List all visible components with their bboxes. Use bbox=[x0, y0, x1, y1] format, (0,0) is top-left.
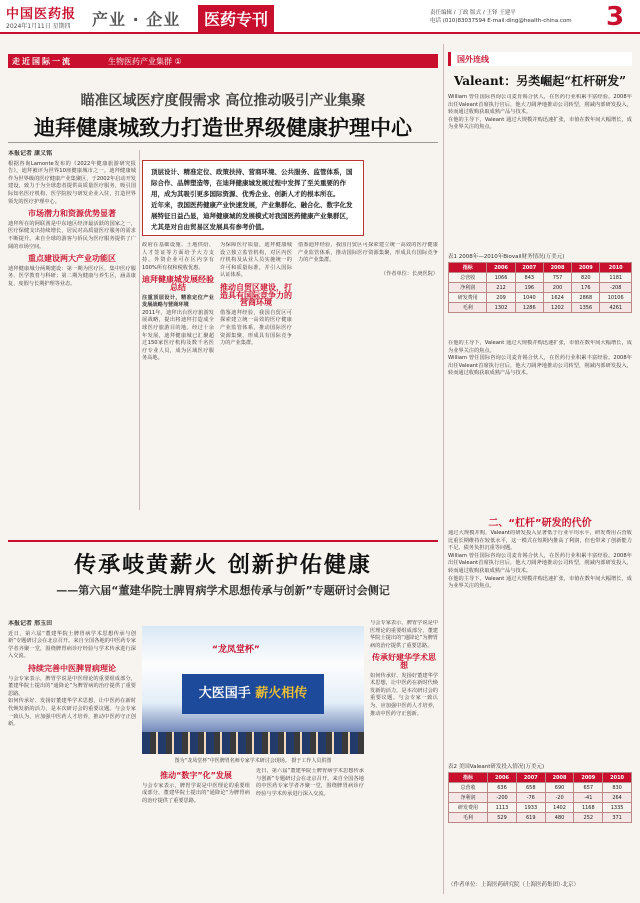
table-2 bbox=[448, 762, 632, 823]
paragraph: 借鉴迪拜经验，我国自贸区可探索建立统一高效的医疗健康产业监管体系，推动国际医疗资源集聚，形成具有国际竞争力的产业集群。 bbox=[220, 309, 292, 347]
paragraph: 通过大规模并购，Valeant的研发投入显著低于行业平均水平，研发费用占营收比重长期维持在较低水平，这一模式在短期内推高了利润，但也带来了创新能力不足、债务负担沉重等问题。 bbox=[448, 530, 632, 552]
section-name: 产业 · 企业 bbox=[92, 10, 181, 29]
section-heading: 推动“数字”化”发展 bbox=[160, 771, 232, 780]
table-header-cell: 2007 bbox=[516, 773, 545, 783]
photo-banner: 大医国手 薪火相传 bbox=[182, 674, 324, 714]
column-banner-sub: 生物医药产业集群 ① bbox=[108, 57, 182, 66]
table-cell: 2868 bbox=[572, 293, 600, 303]
table-cell: 1181 bbox=[600, 273, 632, 283]
photo-caption: 图为“龙凤堂杯”中医脾胃名师专家学术研讨会现场。 摄于工作人员供图 bbox=[174, 758, 332, 764]
table-cell: 176 bbox=[572, 283, 600, 293]
table-cell: 657 bbox=[574, 783, 603, 793]
right-column-banner-label: 国外连线 bbox=[457, 55, 489, 64]
table-cell: 529 bbox=[488, 813, 517, 823]
paragraph: 在他的主导下，Valeant 通过大规模并购迅速扩张，市值在数年间大幅增长，成为业界关注的焦点。 bbox=[448, 340, 632, 354]
author-byline: 本报记者 邢玉田 bbox=[8, 620, 53, 627]
table-cell: 264 bbox=[603, 793, 632, 803]
right-subheading: 二、“杠杆”研发的代价 bbox=[488, 518, 592, 529]
table-cell: 1113 bbox=[488, 803, 517, 813]
table-cell: 总营收 bbox=[449, 783, 488, 793]
table-row bbox=[449, 283, 632, 293]
table-cell: 1933 bbox=[516, 803, 545, 813]
article-column-1 bbox=[8, 150, 136, 510]
section-heading: 传承好建华学术思想 bbox=[372, 653, 436, 670]
paragraph: 为保障医疗质量，迪拜健康城设立独立监管机构，对区内医疗机构及从业人员实施统一的许可和质量标准，并引入国际认证体系。 bbox=[220, 242, 292, 279]
paragraph: 迪拜所在的阿联酋是中东地区经济最活跃的国家之一，医疗保健支出持续增长，居民对高质量医疗服务的需求不断提升。来自全球的游客与侨民为医疗服务提供了广阔的市场空间。 bbox=[8, 220, 136, 250]
table-2-caption: 表2 美国Valeant研发投入情况(万美元) bbox=[448, 764, 545, 770]
table-cell: 690 bbox=[545, 783, 574, 793]
author-unit: （作者单位：长庚医院） bbox=[380, 270, 438, 277]
paragraph: 根据咨询Lamonte发布的《2022年健康旅游研究报告》，迪拜被评为世界10座健康城市之一。迪拜健康城作为世界级的医疗健康产业集聚区，于2002年启动开发建设，致力于为全球患者提供高质量医疗服务，吸引国际知名医疗机构、医学院校与研发企业入驻，打造世界领先的医疗护理中心。 bbox=[8, 160, 136, 205]
section-heading: 迪拜健康城发展经验总结 bbox=[142, 275, 214, 292]
table-header-cell: 2010 bbox=[603, 773, 632, 783]
table-header-cell: 2007 bbox=[515, 263, 543, 273]
column-rule bbox=[139, 150, 140, 510]
special-issue-badge: 医药专刊 bbox=[198, 5, 274, 32]
table-header-cell: 2008 bbox=[543, 263, 571, 273]
paragraph: William 曾任国际咨询公司麦肯锡合伙人，在医药行业积累丰富经验。2008年出任Valeant首席执行官后，他大刀阔斧地推动公司转型，削减内部研发投入，转而通过收购获取成熟产品与技术。 bbox=[448, 552, 632, 574]
subsection-heading: 注重顶层设计，精准定位产业发展战略与营商环境 bbox=[142, 294, 214, 309]
table-cell: 830 bbox=[603, 783, 632, 793]
table-cell: 毛利 bbox=[449, 813, 488, 823]
paragraph: 近日，第六届“董建华院士脾胃病学术思想传承与创新”专题研讨会在北京召开。来自全国各地的中医药专家学者齐聚一堂，围绕脾胃病诊疗经验与学术传承进行深入交流。 bbox=[256, 768, 364, 797]
table-row bbox=[449, 303, 632, 313]
bottom-column-3 bbox=[256, 768, 364, 895]
paragraph: 借鉴迪拜经验，我国自贸区可探索建立统一高效的医疗健康产业监管体系，推动国际医疗资源集聚，形成具有国际竞争力的产业集群。 bbox=[298, 242, 438, 264]
right-column-banner bbox=[448, 52, 632, 66]
table-cell: 1040 bbox=[515, 293, 543, 303]
table-header-row bbox=[449, 263, 632, 273]
table-cell: 1168 bbox=[574, 803, 603, 813]
section-heading: 重点建设两大产业功能区 bbox=[28, 254, 116, 264]
table-1-caption: 表1 2008年—2010年Biovail财务情况(万美元) bbox=[448, 254, 565, 260]
table-cell: 总营收 bbox=[449, 273, 487, 283]
bottom-column-2 bbox=[142, 768, 250, 895]
table-cell: 10106 bbox=[600, 293, 632, 303]
table-row bbox=[449, 273, 632, 283]
table-cell: 1286 bbox=[515, 303, 543, 313]
right-article-body-3 bbox=[448, 530, 632, 750]
issue-date: 2024年1月11日 星期四 bbox=[6, 23, 71, 30]
table-1-grid bbox=[448, 262, 632, 313]
paragraph: 与会专家表示，脾胃学说是中医理论的重要组成部分，董建华院士提出的“通降论”为脾胃病的治疗提供了重要思路。 bbox=[8, 675, 136, 697]
paragraph: 在他的主导下，Valeant 通过大规模并购迅速扩张，市值在数年间大幅增长，成为业界关注的焦点。 bbox=[448, 116, 632, 131]
table-cell: 252 bbox=[574, 813, 603, 823]
table-row bbox=[449, 803, 632, 813]
paragraph: William 曾任国际咨询公司麦肯锡合伙人，在医药行业积累丰富经验。2008年出任Valeant首席执行官后，他大刀阔斧地推动公司转型，削减内部研发投入，转而通过收购获取成熟产品与技术。 bbox=[448, 94, 632, 116]
right-article-body bbox=[448, 94, 632, 244]
section-heading: 推动自贸区建设，打造具有国际竞争力的营商环境 bbox=[220, 282, 292, 308]
newspaper-logo: 中国医药报 bbox=[6, 7, 77, 22]
table-cell: 1302 bbox=[487, 303, 515, 313]
pull-quote bbox=[142, 160, 364, 236]
table-cell: 371 bbox=[603, 813, 632, 823]
table-cell: 636 bbox=[488, 783, 517, 793]
table-cell: 757 bbox=[543, 273, 571, 283]
editor-info bbox=[430, 9, 572, 25]
table-cell: 1066 bbox=[487, 273, 515, 283]
table-cell: -208 bbox=[600, 283, 632, 293]
table-cell: 毛利 bbox=[449, 303, 487, 313]
right-headline: Valeant：另类崛起“杠杆研发” bbox=[453, 74, 627, 88]
article-column-3 bbox=[220, 242, 292, 510]
section-heading: 市场潜力和资源优势显著 bbox=[28, 209, 116, 219]
table-header-cell: 2009 bbox=[572, 263, 600, 273]
paragraph: 如何传承好、发扬好董建华学术思想，让中医药在新时代焕发新的活力，是本次研讨会的重要议题。与会专家一致认为，应加强中医药人才培养，推动中医药守正创新。 bbox=[370, 672, 438, 717]
table-header-row bbox=[449, 773, 632, 783]
table-cell: 1202 bbox=[543, 303, 571, 313]
table-cell: 1624 bbox=[543, 293, 571, 303]
table-cell: 净利润 bbox=[449, 283, 487, 293]
table-1 bbox=[448, 252, 632, 313]
author-byline: 本报记者 康义铭 bbox=[8, 150, 53, 157]
photo-backdrop-text: “龙凤堂杯” bbox=[212, 645, 260, 655]
paragraph: 在他的主导下，Valeant 通过大规模并购迅速扩张，市值在数年间大幅增长，成为业界关注的焦点。 bbox=[448, 575, 632, 590]
paragraph: 2011年，迪拜出台医疗旅游发展战略，提出将迪拜打造成全球医疗旅游目的地。经过十余年发展，迪拜健康城已汇聚超过150家医疗机构及数千名医疗专业人员，成为区域医疗服务高地。 bbox=[142, 309, 214, 362]
table-cell: 200 bbox=[543, 283, 571, 293]
article-column-4 bbox=[298, 242, 438, 510]
column-banner bbox=[8, 54, 438, 68]
photo-crowd bbox=[142, 732, 364, 754]
editors-line: 责任编辑 / 丁政 版式 / 王铎 王建平 bbox=[430, 10, 516, 16]
contact-line: 电话 (010)83037594 E-mail:ding@health-china.com bbox=[430, 18, 572, 24]
section-divider bbox=[8, 540, 438, 542]
bottom-subtitle: ——第六届“董建华院士脾胃病学术思想传承与创新”专题研讨会侧记 bbox=[56, 584, 390, 597]
event-photo bbox=[142, 626, 364, 754]
table-row bbox=[449, 293, 632, 303]
table-cell: 658 bbox=[516, 783, 545, 793]
paragraph: 如何传承好、发扬好董建华学术思想，让中医药在新时代焕发新的活力，是本次研讨会的重要议题。与会专家一致认为，应加强中医药人才培养，推动中医药守正创新。 bbox=[8, 698, 136, 728]
paragraph: 迪拜健康城分两期建设：第一期为医疗区，集中医疗服务、医学教育与科研；第二期为健康与养生区，涵盖康复、度假与长期护理等业态。 bbox=[8, 265, 136, 287]
table-cell: 净利润 bbox=[449, 793, 488, 803]
right-footer-note: （作者单位：上海医药研究院（上海医药集团）·北京） bbox=[448, 882, 580, 888]
page-number: 3 bbox=[606, 2, 625, 32]
lead-subtitle: 瞄准区域医疗度假需求 高位推动吸引产业集聚 bbox=[80, 93, 366, 109]
table-header-cell: 2008 bbox=[545, 773, 574, 783]
divider bbox=[8, 142, 438, 143]
table-cell: 619 bbox=[516, 813, 545, 823]
bottom-column-4 bbox=[370, 620, 438, 895]
table-row bbox=[449, 793, 632, 803]
table-cell: 820 bbox=[572, 273, 600, 283]
table-cell: 209 bbox=[487, 293, 515, 303]
table-cell: -200 bbox=[488, 793, 517, 803]
table-header-cell: 指标 bbox=[449, 773, 488, 783]
table-header-cell: 2010 bbox=[600, 263, 632, 273]
right-article-body-2 bbox=[448, 340, 632, 508]
page-column-rule bbox=[443, 44, 444, 894]
table-cell: 196 bbox=[515, 283, 543, 293]
article-column-2 bbox=[142, 242, 214, 510]
table-cell: 480 bbox=[545, 813, 574, 823]
table-2-grid bbox=[448, 772, 632, 823]
table-cell: -41 bbox=[574, 793, 603, 803]
table-cell: 1402 bbox=[545, 803, 574, 813]
paragraph: 与会专家表示，脾胃学说是中医理论的重要组成部分，董建华院士提出的“通降论”为脾胃病的治疗提供了重要思路。 bbox=[142, 782, 250, 804]
table-row bbox=[449, 783, 632, 793]
column-banner-label: 走近国际一流 bbox=[12, 57, 72, 66]
table-cell: 1356 bbox=[572, 303, 600, 313]
table-cell: -76 bbox=[516, 793, 545, 803]
table-header-cell: 2006 bbox=[488, 773, 517, 783]
table-cell: 研发费用 bbox=[449, 803, 488, 813]
bottom-headline: 传承岐黄薪火 创新护佑健康 bbox=[74, 552, 372, 578]
table-row bbox=[449, 813, 632, 823]
paragraph: 政府在基础设施、土地供给、人才签证等方面给予大力支持，外资企业可在区内享有100%所有权和税收优惠。 bbox=[142, 242, 214, 271]
table-cell: 1335 bbox=[603, 803, 632, 813]
pull-quote-text: 顶层设计、精准定位、政策扶持、营商环境、公共服务、监管体系，国际合作、品牌塑造等，在迪拜健康城发展过程中发挥了至关重要的作用，成为其吸引更多国际资源、优秀企业、创新人才的根本所在。 近年来，我国医药健康产业快速发展，产业集群化、融合化、数字化发展特征日益凸显，迪拜健康城的发展模式对我国医药健康产业集群区，尤其是对自由贸易区发展具有参考价值。 bbox=[151, 168, 353, 231]
table-header-cell: 指标 bbox=[449, 263, 487, 273]
section-heading: 持续完善中医脾胃病理论 bbox=[28, 663, 116, 673]
table-cell: 212 bbox=[487, 283, 515, 293]
lead-headline: 迪拜健康城致力打造世界级健康护理中心 bbox=[34, 115, 412, 140]
table-cell: 843 bbox=[515, 273, 543, 283]
bottom-column-1 bbox=[8, 620, 136, 895]
table-header-cell: 2009 bbox=[574, 773, 603, 783]
paragraph: William 曾任国际咨询公司麦肯锡合伙人，在医药行业积累丰富经验。2008年出任Valeant首席执行官后，他大刀阔斧地推动公司转型，削减内部研发投入，转而通过收购获取成熟产品与技术。 bbox=[448, 355, 632, 377]
table-cell: -20 bbox=[545, 793, 574, 803]
table-cell: 研发费用 bbox=[449, 293, 487, 303]
paragraph: 与会专家表示，脾胃学说是中医理论的重要组成部分，董建华院士提出的“通降论”为脾胃病的治疗提供了重要思路。 bbox=[370, 620, 438, 649]
table-header-cell: 2006 bbox=[487, 263, 515, 273]
paragraph: 近日，第六届“董建华院士脾胃病学术思想传承与创新”专题研讨会在北京召开。来自全国各地的中医药专家学者齐聚一堂，围绕脾胃病诊疗经验与学术传承进行深入交流。 bbox=[8, 630, 136, 660]
table-cell: 4261 bbox=[600, 303, 632, 313]
